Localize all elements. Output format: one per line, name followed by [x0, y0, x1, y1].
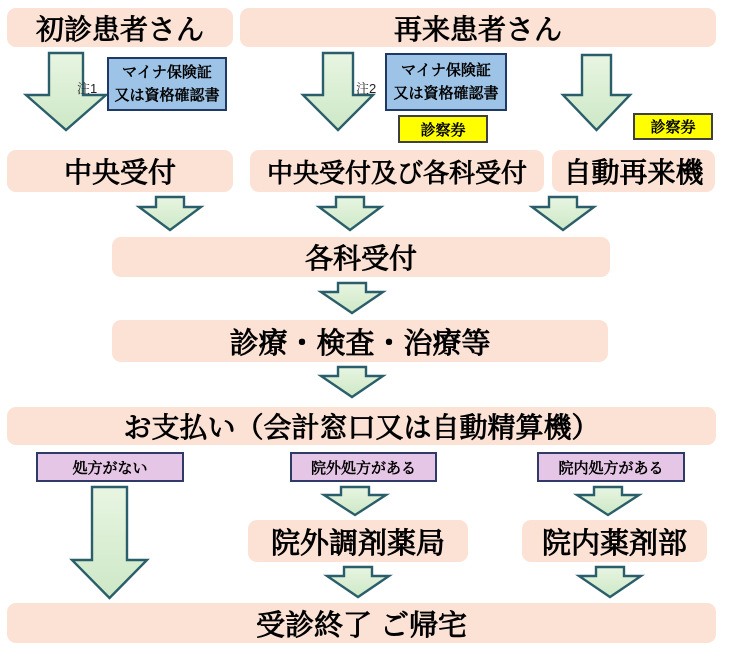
tag-patient-card-right: 診察券 [633, 113, 713, 140]
node-payment: お支払い（会計窓口又は自動精算機） [7, 407, 716, 445]
insurance-line1: マイナ保険証 [122, 63, 212, 81]
node-treatment: 診療・検査・治療等 [112, 320, 608, 362]
node-end-go-home: 受診終了 ご帰宅 [7, 603, 716, 643]
branch-no-prescription: 処方がない [36, 452, 184, 482]
arrow-out-pharmacy-to-end-icon [327, 567, 389, 597]
arrow-treatment-to-payment-icon [321, 367, 383, 397]
node-inside-pharmacy: 院内薬剤部 [522, 520, 707, 562]
node-revisit-patient: 再来患者さん [240, 8, 716, 47]
arrow-revisit-to-auto-machine-icon [563, 55, 630, 130]
card-insurance-revisit [385, 53, 507, 111]
node-first-visit-patient: 初診患者さん [7, 8, 233, 47]
note-1-label: 注1 [77, 81, 98, 96]
arrow-no-rx-to-end-icon [72, 487, 147, 598]
arrow-in-pharmacy-to-end-icon [579, 567, 641, 597]
branch-inside-prescription: 院内処方がある [537, 452, 685, 482]
node-auto-revisit-machine: 自動再来機 [552, 150, 715, 192]
arrow-central-to-dept-icon [139, 197, 201, 230]
node-outside-pharmacy: 院外調剤薬局 [248, 520, 468, 562]
note-2-label: 注2 [356, 81, 377, 96]
node-central-reception: 中央受付 [7, 150, 233, 192]
card-insurance-first [107, 57, 227, 111]
arrow-dept-to-treatment-icon [321, 283, 383, 313]
arrow-central-dept-to-dept-icon [319, 197, 381, 230]
arrow-out-rx-to-out-pharmacy-icon [324, 487, 386, 515]
node-central-and-dept-reception: 中央受付及び各科受付 [250, 150, 544, 192]
arrow-in-rx-to-in-pharmacy-icon [577, 487, 639, 515]
branch-outside-prescription: 院外処方がある [290, 452, 437, 482]
insurance-line2: 又は資格確認書 [393, 85, 499, 102]
insurance-line1: マイナ保険証 [401, 61, 491, 79]
arrow-auto-to-dept-icon [532, 197, 594, 230]
node-dept-reception: 各科受付 [112, 237, 610, 277]
insurance-line2: 又は資格確認書 [114, 87, 220, 104]
tag-patient-card-left: 診察券 [398, 115, 488, 143]
